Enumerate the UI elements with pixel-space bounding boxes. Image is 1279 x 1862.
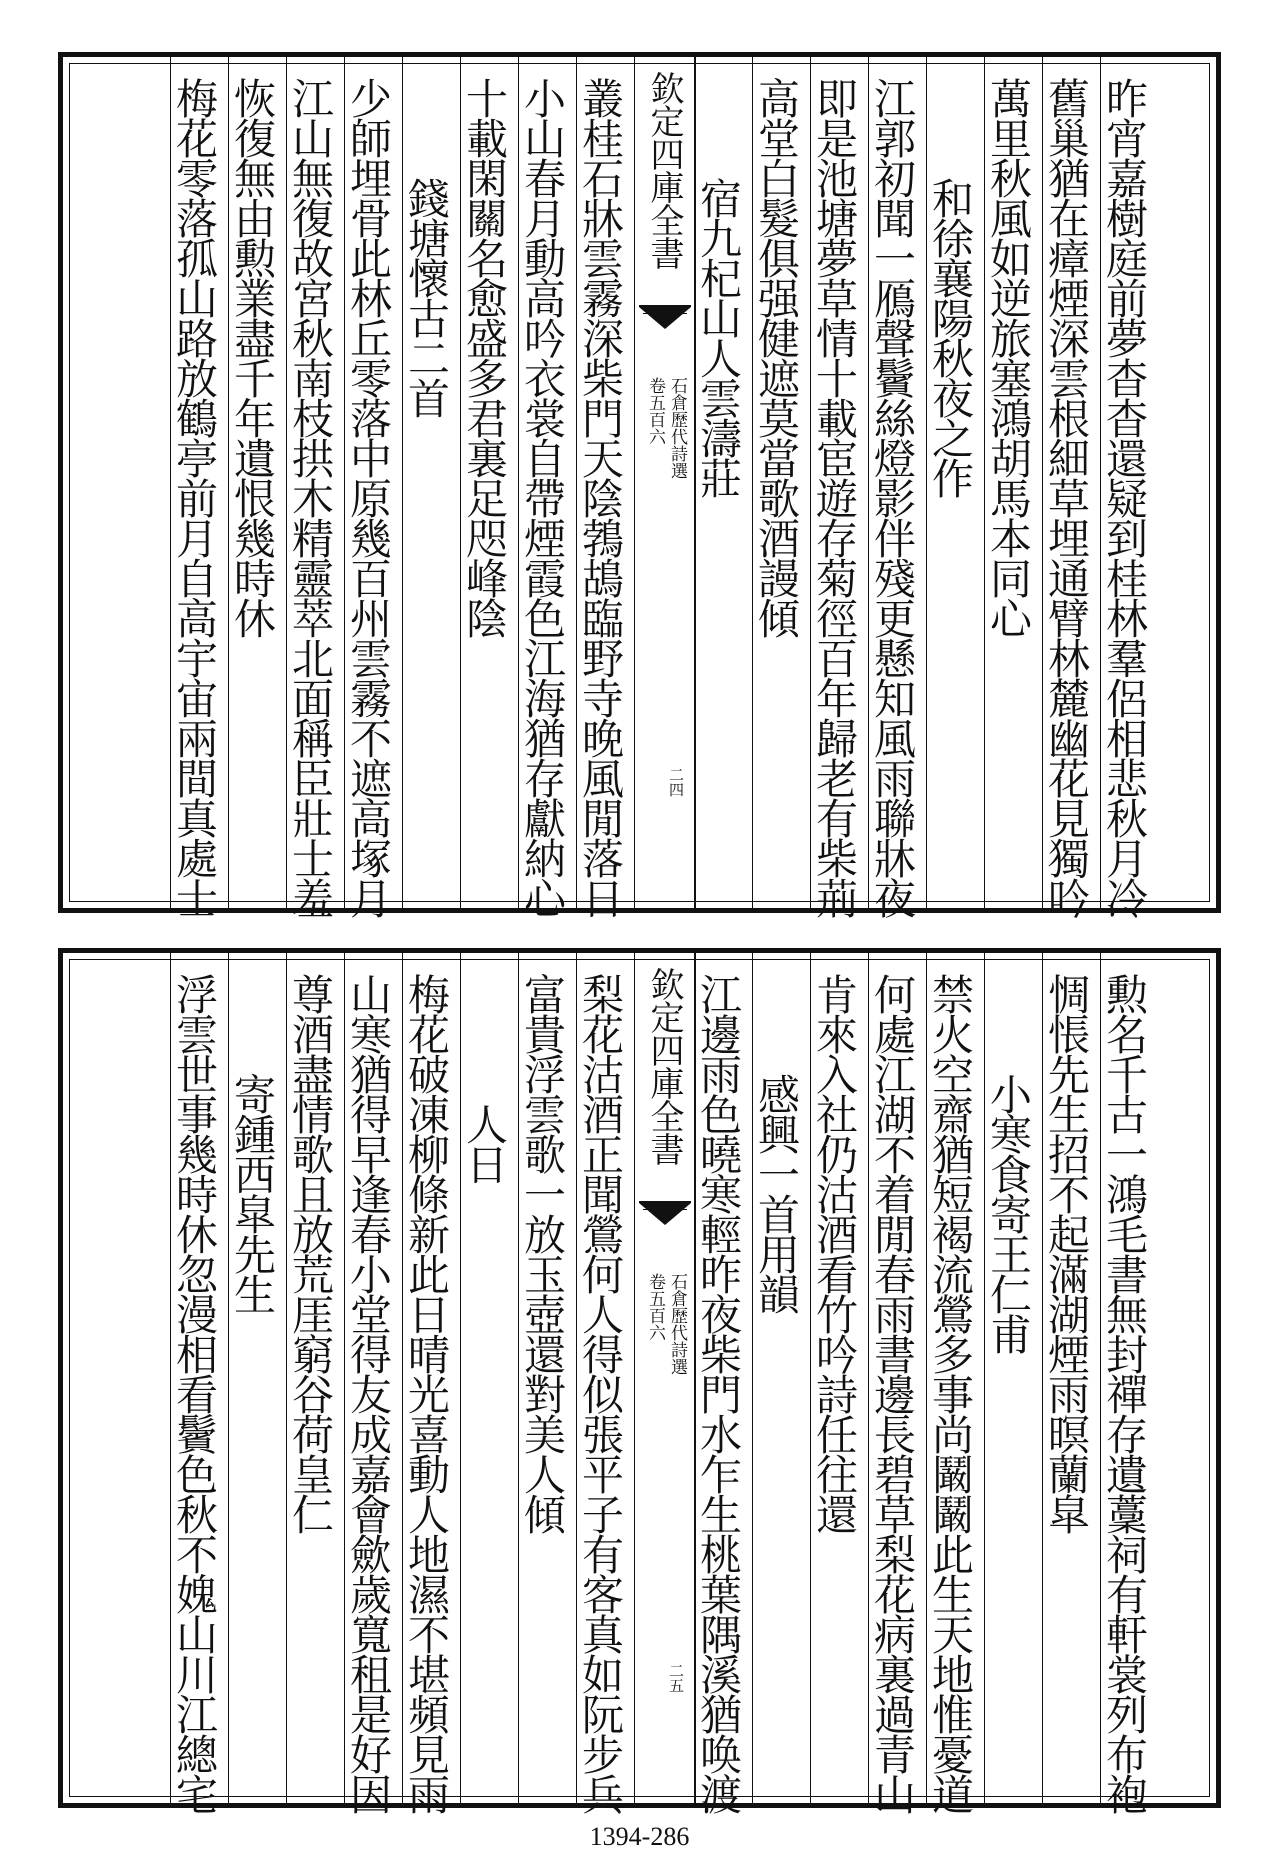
poem-line: 梨花沽酒正聞鶯何人得似張平子有客真如阮步兵 [576,973,625,1813]
poem-line: 梅花零落孤山路放鶴亭前月自高宇宙兩間真處士 [170,77,219,917]
text-column [1100,57,1159,917]
text-column [926,953,985,1813]
volume-number: 卷五百六 [645,377,665,445]
poem-line: 富貴浮雲歌一放玉壺還對美人傾 [518,973,567,1533]
poem-line: 山寒猶得早逢春小堂得友成嘉會歛歲寬租是好因 [344,973,393,1813]
text-column [868,953,927,1813]
book-title: 石倉歷代詩選 [667,1273,687,1375]
leaf-number: 二四 [667,767,685,797]
poem-line: 高堂白髮俱强健遮莫當歌酒謾傾 [752,77,801,637]
text-column [518,953,577,1803]
text-column [576,953,635,1813]
book-title: 石倉歷代詩選 [667,377,687,479]
text-column [984,57,1043,908]
text-column [460,953,519,1803]
library-title: 欽定四庫全書 [644,71,684,269]
poem-line: 萬里秋風如逆旅塞鴻胡馬本同心 [984,77,1033,637]
text-column [344,57,403,917]
text-column [694,57,753,908]
poem-title: 人日 [460,1103,509,1183]
fishtail-mark [639,1201,691,1241]
poem-title: 感興一首用韻 [752,1073,801,1313]
text-column [1042,953,1101,1803]
text-column [810,57,869,917]
text-column [402,953,461,1813]
text-column [344,953,403,1813]
poem-title: 宿九杞山人雲濤莊 [694,177,743,497]
poem-line: 浮雲世事幾時休忽漫相看鬢色秋不媿山川江總宅 [170,973,219,1813]
poem-title: 錢塘懷古二首 [402,177,451,417]
text-column [402,57,461,908]
text-column [170,953,229,1813]
poem-line: 十載閑關名愈盛多君裏足咫峰陰 [460,77,509,637]
center-book-info [635,377,695,497]
bottom-page-frame [58,948,1221,1813]
text-column [752,57,811,908]
text-column [286,57,345,917]
text-column [694,953,753,1813]
volume-number: 卷五百六 [645,1273,665,1341]
leaf-number: 二五 [667,1663,685,1693]
poem-line: 恢復無由勲業盡千年遺恨幾時休 [228,77,277,637]
text-column [752,953,811,1803]
poem-line: 即是池塘夢草情十載宦遊存菊徑百年歸老有柴荊 [810,77,859,917]
text-column [460,57,519,908]
page-number: 1394-286 [589,1822,690,1851]
library-title: 欽定四庫全書 [644,967,684,1165]
poem-line: 小山春月動高吟衣裳自帶煙霞色江海猶存獻納心 [518,77,567,917]
poem-title: 小寒食寄王仁甫 [984,1073,1033,1353]
poem-line: 惆悵先生招不起滿湖煙雨暝蘭皐 [1042,973,1091,1533]
text-column [576,57,635,917]
text-column [170,57,229,917]
center-fold-column [634,953,696,1803]
top-page-frame [58,52,1221,917]
poem-line: 禁火空齋猶短褐流鶯多事尚鬫鬫此生天地惟憂道 [926,973,975,1813]
poem-line: 昨宵嘉樹庭前夢杳杳還疑到桂林羣侶相悲秋月冷 [1100,77,1149,917]
text-column [1100,953,1159,1813]
text-column [228,953,287,1803]
poem-line: 梅花破凍柳條新此日晴光喜動人地濕不堪頻見雨 [402,973,451,1813]
poem-line: 江郭初聞一鴈聲鬢絲燈影伴殘更懸知風雨聯牀夜 [868,77,917,917]
poem-line: 尊酒盡情歌且放荒厓窮谷荷皇仁 [286,973,335,1533]
fishtail-mark [639,305,691,345]
poem-line: 肯來入社仍沽酒看竹吟詩任往還 [810,973,859,1533]
poem-line: 叢桂石牀雲霧深柴門天陰鵓鴣臨野寺晚風閒落日 [576,77,625,917]
text-column [286,953,345,1803]
poem-line: 何處江湖不着閒春雨書邊長碧草梨花病裏過青山 [868,973,917,1813]
poem-line: 少師埋骨此林丘零落中原幾百州雲霧不遮高塚月 [344,77,393,917]
text-column [518,57,577,917]
center-book-info [635,1273,695,1393]
poem-title: 和徐襄陽秋夜之作 [926,177,975,497]
text-column [1042,57,1101,917]
text-column [984,953,1043,1803]
poem-line: 舊巢猶在瘴煙深雲根細草埋通臂林麓幽花見獨吟 [1042,77,1091,917]
text-column [228,57,287,908]
text-column [926,57,985,908]
poem-line: 勲名千古一鴻毛書無封禪存遺藳祠有軒裳列布袍 [1100,973,1149,1813]
poem-title: 寄鍾西皐先生 [228,1073,277,1313]
text-column [810,953,869,1803]
poem-line: 江邊雨色曉寒輕昨夜柴門水乍生桃葉隅溪猶唤渡 [694,973,743,1813]
center-fold-column [634,57,696,908]
text-column [868,57,927,917]
poem-line: 江山無復故宮秋南枝拱木精靈萃北面稱臣壯士羞 [286,77,335,917]
